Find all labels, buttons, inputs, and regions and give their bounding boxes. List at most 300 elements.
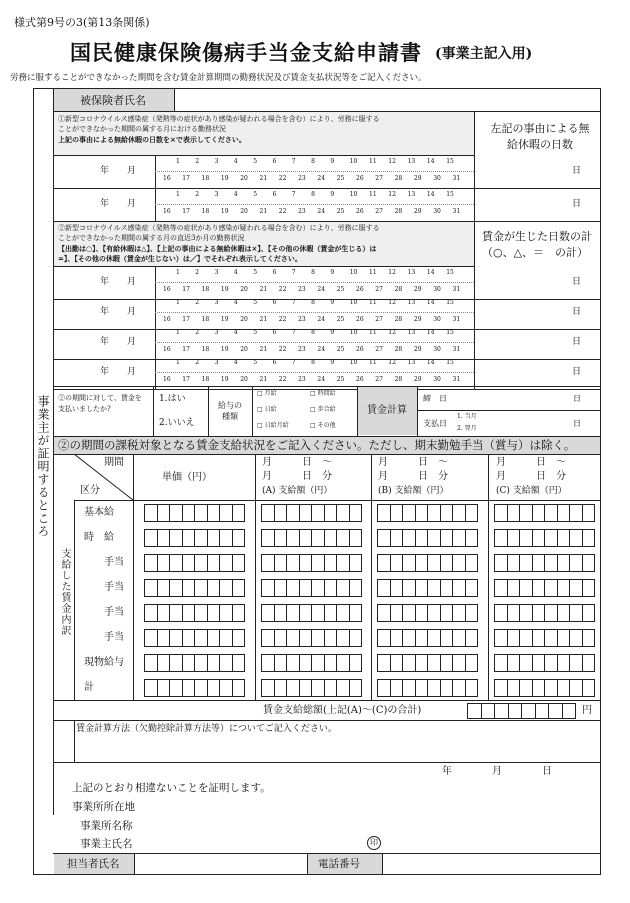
amount-digit-box[interactable] [519,579,533,597]
calendar-day[interactable]: 8 [311,359,315,366]
amount-digit-box[interactable] [519,604,533,622]
period-b-to[interactable]: 月 日 分 [378,471,448,482]
calendar-day[interactable]: 25 [336,175,345,182]
calendar-day[interactable]: 2 [195,269,200,276]
amount-digit-box[interactable] [349,579,363,597]
amount-digit-box[interactable] [494,554,508,572]
amount-digit-box[interactable] [219,529,233,547]
amount-digit-box[interactable] [157,604,171,622]
calendar-day[interactable]: 21 [259,316,268,323]
amount-digit-box[interactable] [299,579,313,597]
amount-digit-box[interactable] [207,579,221,597]
amount-digit-box[interactable] [569,679,583,697]
amount-digit-box[interactable] [274,629,288,647]
amount-digit-box[interactable] [390,679,404,697]
amount-digit-box[interactable] [390,579,404,597]
calendar-day[interactable]: 31 [452,346,461,353]
calendar-day[interactable]: 12 [388,359,396,366]
amount-digit-box[interactable] [274,654,288,672]
amount-digit-box[interactable] [324,629,338,647]
amount-digit-box[interactable] [157,554,171,572]
amount-digit-box[interactable] [402,679,416,697]
amount-digit-box[interactable] [544,554,558,572]
calendar-day[interactable]: 17 [182,175,190,182]
amount-digit-box[interactable] [452,629,466,647]
amount-digit-box[interactable] [274,604,288,622]
amount-digit-box[interactable] [544,529,558,547]
amount-digit-box[interactable] [440,554,454,572]
calendar-day[interactable]: 17 [182,376,190,383]
calendar-day[interactable]: 3 [214,269,219,276]
amount-digit-box[interactable] [377,679,391,697]
calendar-day[interactable]: 25 [336,286,345,293]
calendar-day[interactable]: 23 [298,175,306,182]
calendar-day[interactable]: 21 [259,175,268,182]
amount-digit-box[interactable] [144,604,158,622]
year-month-label[interactable]: 年 月 [100,337,137,347]
calendar-day[interactable]: 8 [311,191,315,198]
calendar-day[interactable]: 9 [330,191,335,198]
calendar-day[interactable]: 2 [195,329,200,336]
amount-digit-box[interactable] [440,504,454,522]
calendar-day[interactable]: 22 [278,208,287,215]
calendar-day[interactable]: 29 [413,175,422,182]
amount-digit-box[interactable] [274,679,288,697]
calendar-day[interactable]: 18 [201,208,210,215]
wage-type-other[interactable]: □ その他 [310,422,336,429]
amount-digit-box[interactable] [557,529,571,547]
amount-digit-box[interactable] [465,529,479,547]
amount-digit-box[interactable] [299,529,313,547]
wage-paid-yes[interactable]: 1.はい [159,394,186,404]
calendar-day[interactable]: 17 [182,316,190,323]
amount-digit-box[interactable] [465,654,479,672]
calendar-day[interactable]: 11 [369,329,377,336]
calendar-day[interactable]: 26 [356,316,364,323]
amount-digit-box[interactable] [349,679,363,697]
calendar-day[interactable]: 13 [407,359,416,366]
amount-digit-box[interactable] [532,629,546,647]
calendar-day[interactable]: 16 [163,376,171,383]
total-digit-box[interactable] [481,703,496,719]
calendar-day[interactable]: 14 [426,269,435,276]
amount-digit-box[interactable] [336,604,350,622]
amount-digit-box[interactable] [207,554,221,572]
total-digit-box[interactable] [467,703,482,719]
amount-digit-box[interactable] [452,529,466,547]
amount-digit-box[interactable] [569,629,583,647]
calendar-day[interactable]: 23 [298,316,306,323]
amount-digit-box[interactable] [232,654,246,672]
amount-digit-box[interactable] [465,504,479,522]
amount-digit-box[interactable] [507,654,521,672]
amount-digit-box[interactable] [261,579,275,597]
calendar-day[interactable]: 2 [195,359,200,366]
amount-digit-box[interactable] [557,554,571,572]
amount-digit-box[interactable] [465,679,479,697]
calendar-day[interactable]: 18 [201,376,210,383]
amount-digit-box[interactable] [440,654,454,672]
phone-field[interactable] [383,854,600,874]
amount-digit-box[interactable] [377,629,391,647]
calendar-day[interactable]: 17 [182,208,190,215]
calendar-day[interactable]: 20 [240,175,248,182]
amount-digit-box[interactable] [582,554,596,572]
calendar-day[interactable]: 28 [394,175,403,182]
amount-digit-box[interactable] [207,604,221,622]
amount-digit-box[interactable] [232,604,246,622]
amount-digit-box[interactable] [532,679,546,697]
amount-digit-box[interactable] [311,629,325,647]
amount-digit-box[interactable] [532,554,546,572]
amount-digit-box[interactable] [582,654,596,672]
amount-digit-box[interactable] [532,579,546,597]
year-month-label[interactable]: 年 月 [100,277,137,287]
calendar-day[interactable]: 24 [317,346,326,353]
amount-digit-box[interactable] [569,654,583,672]
calendar-day[interactable]: 19 [220,286,229,293]
year-month-label[interactable]: 年 月 [100,307,137,317]
amount-digit-box[interactable] [261,654,275,672]
amount-digit-box[interactable] [336,654,350,672]
amount-digit-box[interactable] [207,504,221,522]
amount-digit-box[interactable] [390,554,404,572]
amount-digit-box[interactable] [415,504,429,522]
amount-digit-box[interactable] [182,654,196,672]
amount-digit-box[interactable] [311,529,325,547]
amount-digit-box[interactable] [324,579,338,597]
amount-digit-box[interactable] [274,554,288,572]
amount-digit-box[interactable] [207,679,221,697]
amount-digit-box[interactable] [144,629,158,647]
amount-digit-box[interactable] [507,629,521,647]
calendar-day[interactable]: 30 [433,346,441,353]
amount-digit-box[interactable] [402,504,416,522]
amount-digit-box[interactable] [286,579,300,597]
amount-digit-box[interactable] [157,504,171,522]
amount-digit-box[interactable] [324,554,338,572]
amount-digit-box[interactable] [402,579,416,597]
amount-digit-box[interactable] [286,629,300,647]
amount-digit-box[interactable] [182,504,196,522]
calendar-day[interactable]: 25 [336,376,345,383]
amount-digit-box[interactable] [402,654,416,672]
calendar-day[interactable]: 13 [407,299,416,306]
amount-digit-box[interactable] [507,579,521,597]
amount-digit-box[interactable] [157,529,171,547]
year-month-label[interactable]: 年 月 [100,367,137,377]
amount-digit-box[interactable] [415,529,429,547]
calendar-day[interactable]: 7 [291,329,296,336]
calendar-day[interactable]: 8 [311,329,315,336]
calendar-day[interactable]: 26 [356,208,364,215]
calendar-day[interactable]: 15 [446,299,454,306]
amount-digit-box[interactable] [569,579,583,597]
calendar-day[interactable]: 23 [298,208,306,215]
calendar-day[interactable]: 7 [291,158,296,165]
amount-digit-box[interactable] [169,629,183,647]
amount-digit-box[interactable] [336,579,350,597]
amount-digit-box[interactable] [311,604,325,622]
amount-digit-box[interactable] [194,504,208,522]
amount-digit-box[interactable] [532,654,546,672]
amount-digit-box[interactable] [569,504,583,522]
amount-digit-box[interactable] [569,604,583,622]
calendar-day[interactable]: 5 [253,359,258,366]
amount-digit-box[interactable] [569,529,583,547]
amount-digit-box[interactable] [465,554,479,572]
total-digit-box[interactable] [535,703,550,719]
amount-digit-box[interactable] [415,579,429,597]
calendar-day[interactable]: 9 [330,299,335,306]
calendar-day[interactable]: 1 [176,359,180,366]
amount-digit-box[interactable] [415,604,429,622]
amount-digit-box[interactable] [452,504,466,522]
amount-digit-box[interactable] [232,529,246,547]
calendar-day[interactable]: 24 [317,376,326,383]
calendar-day[interactable]: 21 [259,208,268,215]
calendar-day[interactable]: 11 [369,299,377,306]
amount-digit-box[interactable] [194,604,208,622]
amount-digit-box[interactable] [219,554,233,572]
calendar-day[interactable]: 15 [446,329,454,336]
amount-digit-box[interactable] [286,504,300,522]
amount-digit-box[interactable] [299,629,313,647]
amount-digit-box[interactable] [349,504,363,522]
calendar-day[interactable]: 20 [240,286,248,293]
amount-digit-box[interactable] [390,529,404,547]
total-digit-box[interactable] [548,703,563,719]
calendar-day[interactable]: 26 [356,286,364,293]
amount-digit-box[interactable] [336,554,350,572]
calendar-day[interactable]: 4 [233,158,238,165]
amount-digit-box[interactable] [349,629,363,647]
amount-digit-box[interactable] [286,654,300,672]
amount-digit-box[interactable] [157,629,171,647]
amount-digit-box[interactable] [402,529,416,547]
calendar-day[interactable]: 6 [272,299,277,306]
calendar-day[interactable]: 19 [220,376,229,383]
amount-digit-box[interactable] [144,654,158,672]
calendar-day[interactable]: 19 [220,208,229,215]
calendar-day[interactable]: 17 [182,346,190,353]
amount-digit-box[interactable] [544,679,558,697]
amount-digit-box[interactable] [232,504,246,522]
calendar-day[interactable]: 22 [278,316,287,323]
calendar-day[interactable]: 29 [413,208,422,215]
total-digit-box[interactable] [494,703,509,719]
amount-digit-box[interactable] [157,679,171,697]
calendar-day[interactable]: 7 [291,191,296,198]
amount-digit-box[interactable] [544,629,558,647]
calendar-day[interactable]: 3 [214,299,219,306]
amount-digit-box[interactable] [261,554,275,572]
calendar-day[interactable]: 10 [349,329,358,336]
period-a-from[interactable]: 月 日 ～ [262,457,332,468]
calendar-day[interactable]: 27 [375,316,383,323]
amount-digit-box[interactable] [390,604,404,622]
calendar-day[interactable]: 10 [349,299,358,306]
total-digit-box[interactable] [521,703,536,719]
amount-digit-box[interactable] [261,504,275,522]
calendar-day[interactable]: 28 [394,346,403,353]
amount-digit-box[interactable] [232,554,246,572]
calendar-day[interactable]: 2 [195,158,200,165]
amount-digit-box[interactable] [299,679,313,697]
amount-digit-box[interactable] [261,679,275,697]
calendar-day[interactable]: 16 [163,346,171,353]
calendar-day[interactable]: 7 [291,359,296,366]
insured-name-field[interactable] [175,89,600,111]
calendar-day[interactable]: 8 [311,299,315,306]
amount-digit-box[interactable] [582,504,596,522]
calendar-day[interactable]: 28 [394,316,403,323]
amount-digit-box[interactable] [157,654,171,672]
calendar-day[interactable]: 3 [214,191,219,198]
calendar-day[interactable]: 13 [407,158,416,165]
calendar-day[interactable]: 22 [278,286,287,293]
wage-type-daily[interactable]: □ 日給 [257,406,277,413]
amount-digit-box[interactable] [440,529,454,547]
amount-digit-box[interactable] [377,579,391,597]
calendar-day[interactable]: 20 [240,316,248,323]
calc-method-field[interactable] [74,736,600,761]
calendar-day[interactable]: 21 [259,346,268,353]
amount-digit-box[interactable] [274,529,288,547]
calendar-day[interactable]: 4 [233,299,238,306]
calendar-day[interactable]: 5 [253,269,258,276]
calendar-day[interactable]: 27 [375,346,383,353]
calendar-day[interactable]: 6 [272,191,277,198]
amount-digit-box[interactable] [390,504,404,522]
amount-digit-box[interactable] [144,579,158,597]
amount-digit-box[interactable] [544,579,558,597]
amount-digit-box[interactable] [207,654,221,672]
amount-digit-box[interactable] [507,554,521,572]
amount-digit-box[interactable] [299,604,313,622]
amount-digit-box[interactable] [402,604,416,622]
calendar-day[interactable]: 19 [220,175,229,182]
amount-digit-box[interactable] [557,679,571,697]
amount-digit-box[interactable] [182,529,196,547]
calendar-day[interactable]: 2 [195,299,200,306]
amount-digit-box[interactable] [194,579,208,597]
calendar-day[interactable]: 29 [413,316,422,323]
calendar-day[interactable]: 22 [278,175,287,182]
pay-next-month[interactable]: 2. 翌月 [457,425,477,432]
amount-digit-box[interactable] [427,504,441,522]
amount-digit-box[interactable] [440,629,454,647]
calendar-day[interactable]: 12 [388,269,396,276]
amount-digit-box[interactable] [349,529,363,547]
calendar-day[interactable]: 4 [233,269,238,276]
calendar-day[interactable]: 20 [240,346,248,353]
amount-digit-box[interactable] [261,604,275,622]
amount-digit-box[interactable] [219,504,233,522]
amount-digit-box[interactable] [274,579,288,597]
calendar-day[interactable]: 18 [201,175,210,182]
calendar-day[interactable]: 29 [413,286,422,293]
calendar-day[interactable]: 8 [311,269,315,276]
calendar-day[interactable]: 21 [259,286,268,293]
calendar-day[interactable]: 24 [317,286,326,293]
calendar-day[interactable]: 13 [407,269,416,276]
calendar-day[interactable]: 25 [336,346,345,353]
calendar-day[interactable]: 10 [349,158,358,165]
calendar-day[interactable]: 15 [446,269,454,276]
amount-digit-box[interactable] [440,679,454,697]
amount-digit-box[interactable] [415,654,429,672]
wage-paid-no[interactable]: 2.いいえ [159,418,195,428]
calendar-day[interactable]: 18 [201,346,210,353]
calendar-day[interactable]: 27 [375,175,383,182]
amount-digit-box[interactable] [544,654,558,672]
wage-type-hourly[interactable]: □ 時間給 [310,390,336,397]
amount-digit-box[interactable] [219,679,233,697]
amount-digit-box[interactable] [440,579,454,597]
calendar-day[interactable]: 11 [369,158,377,165]
calendar-day[interactable]: 1 [176,191,180,198]
amount-digit-box[interactable] [336,629,350,647]
staff-name-field[interactable] [135,854,307,874]
amount-digit-box[interactable] [299,654,313,672]
amount-digit-box[interactable] [427,554,441,572]
amount-digit-box[interactable] [324,679,338,697]
calendar-day[interactable]: 6 [272,269,277,276]
amount-digit-box[interactable] [299,554,313,572]
amount-digit-box[interactable] [377,654,391,672]
amount-digit-box[interactable] [207,629,221,647]
calendar-day[interactable]: 24 [317,175,326,182]
amount-digit-box[interactable] [557,604,571,622]
calendar-day[interactable]: 12 [388,191,396,198]
calendar-day[interactable]: 23 [298,346,306,353]
calendar-day[interactable]: 14 [426,191,435,198]
calendar-day[interactable]: 14 [426,299,435,306]
wage-type-monthly[interactable]: □ 月給 [257,390,277,397]
calendar-day[interactable]: 30 [433,376,441,383]
amount-digit-box[interactable] [261,529,275,547]
amount-digit-box[interactable] [311,554,325,572]
calendar-day[interactable]: 5 [253,158,258,165]
calendar-day[interactable]: 15 [446,158,454,165]
amount-digit-box[interactable] [349,604,363,622]
amount-digit-box[interactable] [427,654,441,672]
calendar-day[interactable]: 24 [317,208,326,215]
amount-digit-box[interactable] [157,579,171,597]
calendar-day[interactable]: 6 [272,359,277,366]
calendar-day[interactable]: 22 [278,376,287,383]
amount-digit-box[interactable] [182,679,196,697]
calendar-day[interactable]: 5 [253,191,258,198]
calendar-day[interactable]: 11 [369,359,377,366]
year-month-label[interactable]: 年 月 [100,166,137,176]
total-digit-box[interactable] [508,703,523,719]
calendar-day[interactable]: 23 [298,376,306,383]
calendar-day[interactable]: 7 [291,269,296,276]
calendar-day[interactable]: 1 [176,158,180,165]
calendar-day[interactable]: 12 [388,158,396,165]
calendar-day[interactable]: 19 [220,346,229,353]
amount-digit-box[interactable] [324,529,338,547]
calendar-day[interactable]: 30 [433,286,441,293]
calendar-day[interactable]: 14 [426,158,435,165]
amount-digit-box[interactable] [440,604,454,622]
calendar-day[interactable]: 6 [272,329,277,336]
amount-digit-box[interactable] [532,504,546,522]
amount-digit-box[interactable] [311,654,325,672]
calendar-day[interactable]: 12 [388,299,396,306]
